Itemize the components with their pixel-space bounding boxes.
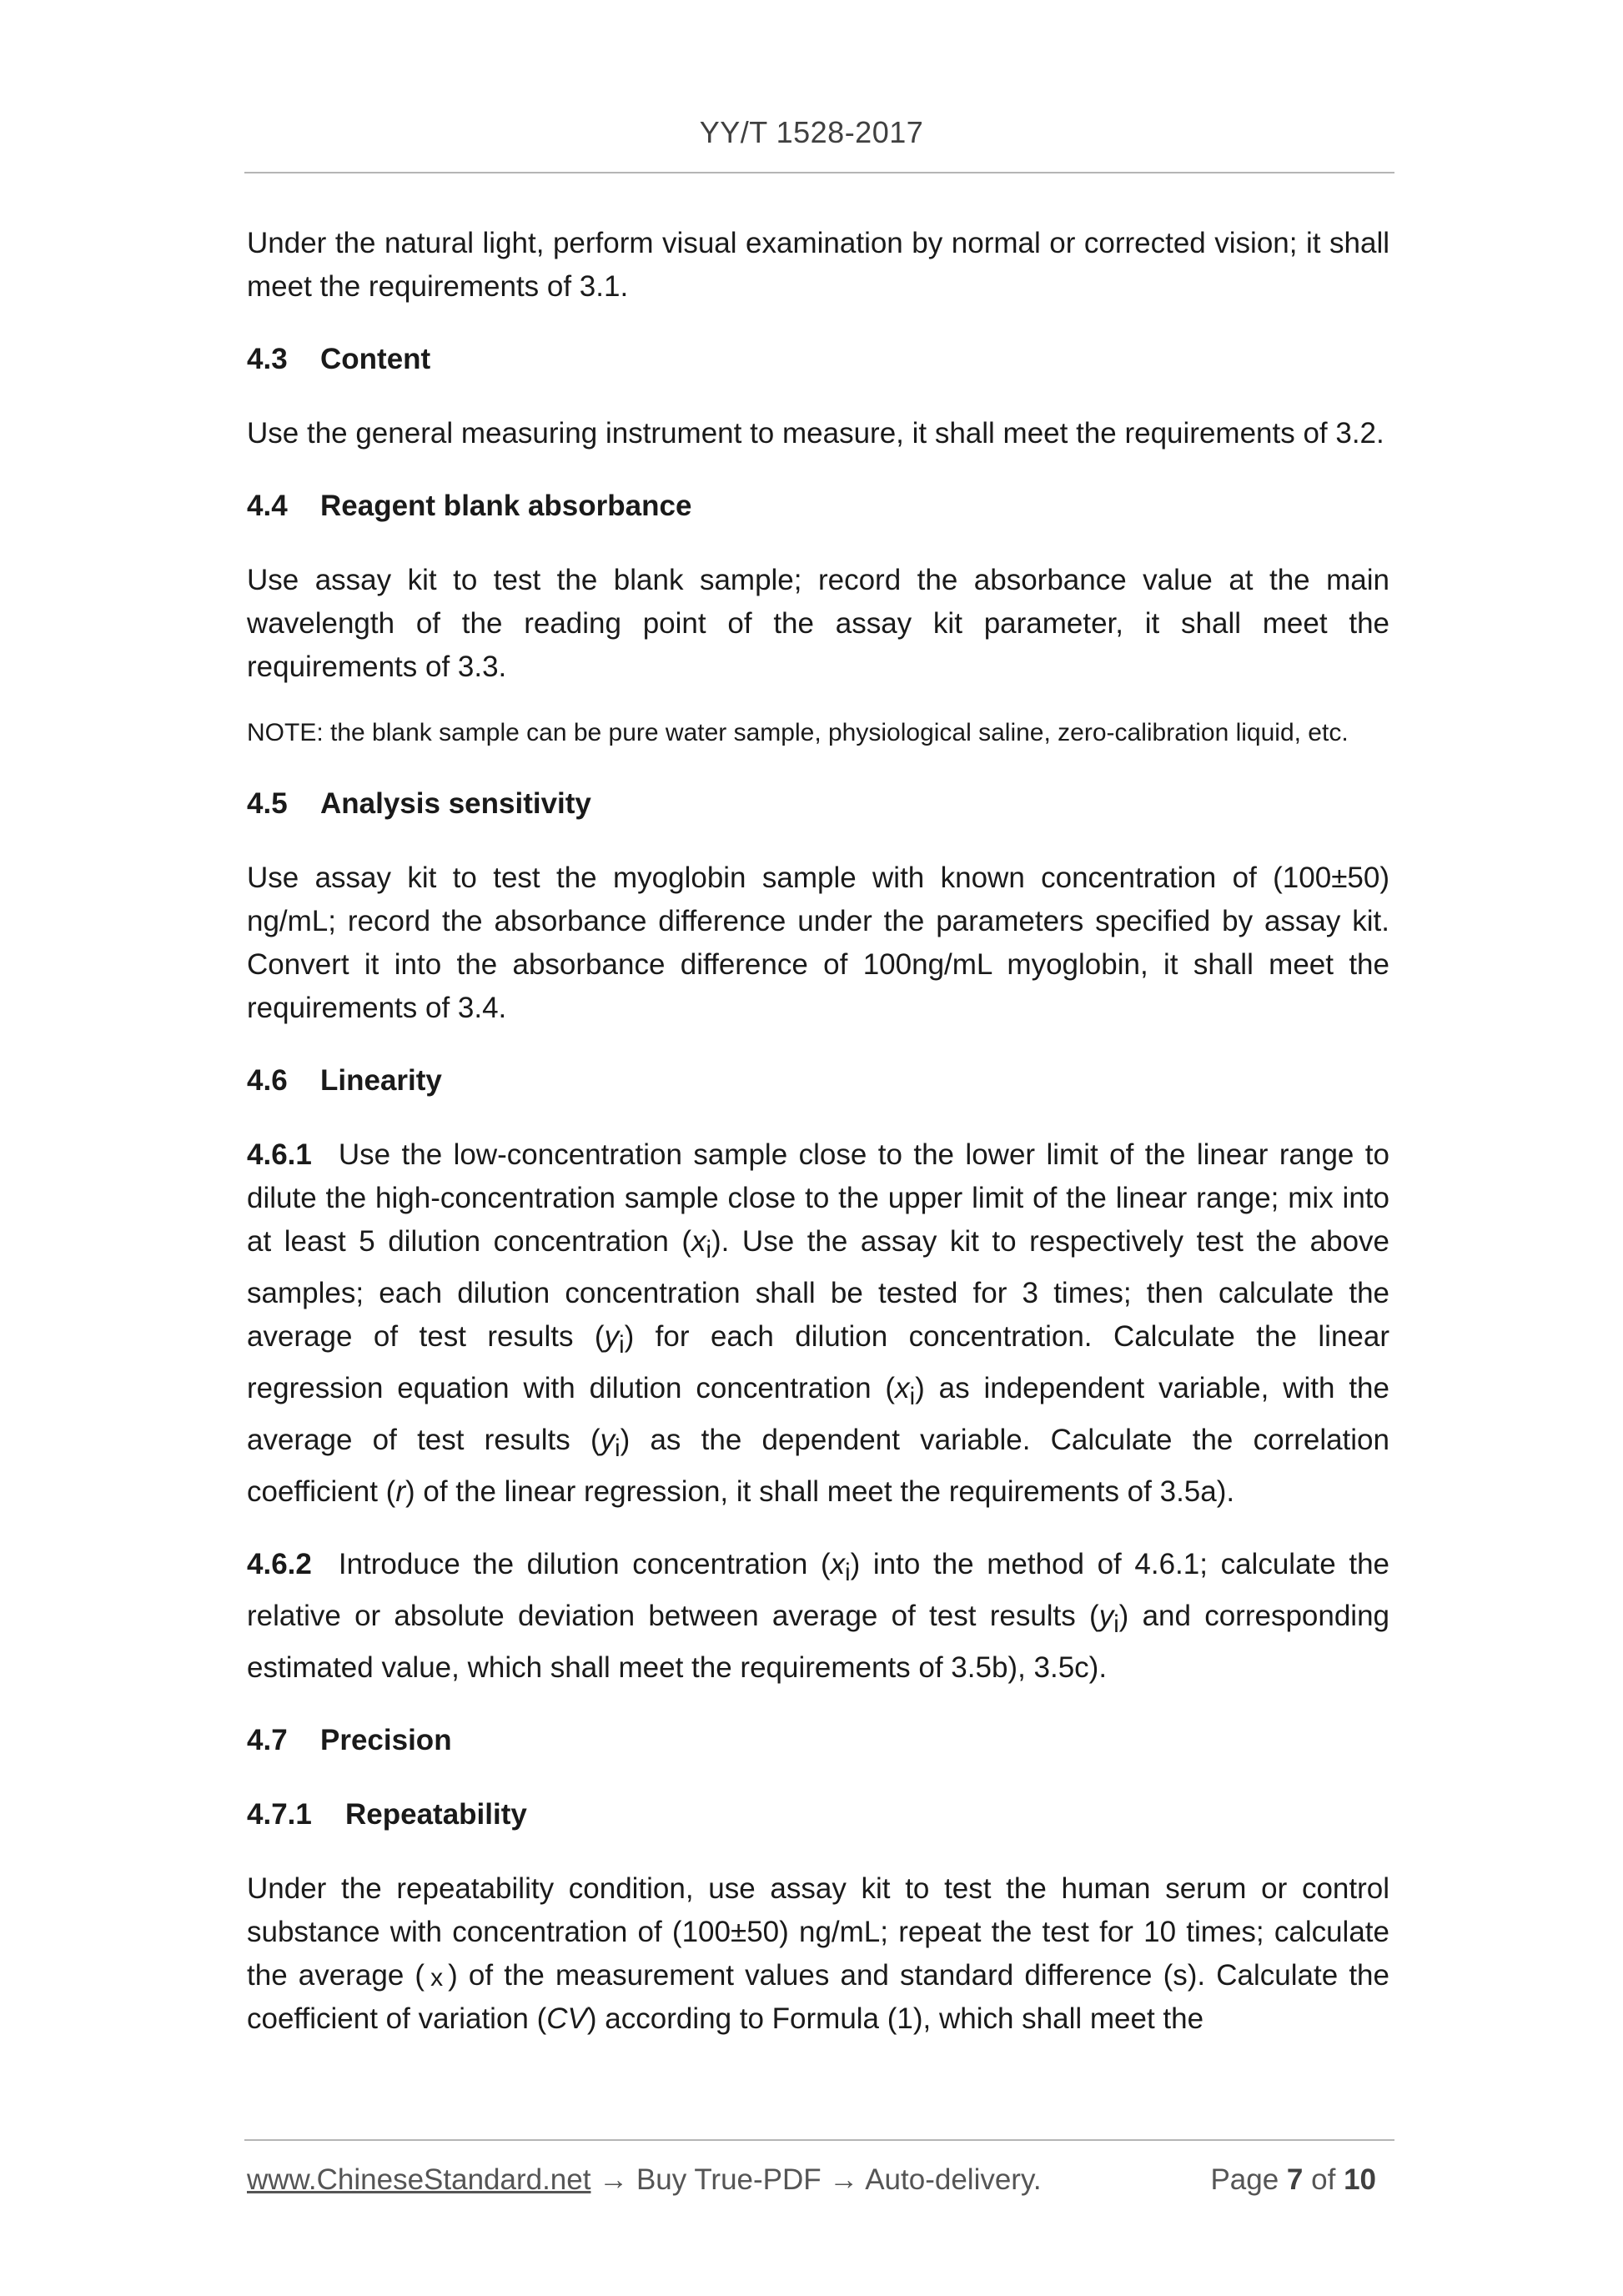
section-4-3-text: Use the general measuring instrument to measure, it shall meet the requirements of 3.2. xyxy=(247,417,1384,450)
variable-y: y xyxy=(604,1320,620,1353)
section-number: 4.6 xyxy=(247,1064,288,1097)
current-page: 7 xyxy=(1286,2163,1304,2196)
arrow-icon: → xyxy=(829,2163,859,2196)
section-4-5-text: Use assay kit to test the myoglobin sample with known concentration of (100±50) ng/mL; record the absorbance difference under the parameters specified by assay kit. Convert it into the absorbance difference of 100ng/mL myoglobin, it shall meet the requirements of 3.4. xyxy=(247,862,1389,1024)
section-4-7-1-heading xyxy=(247,1793,1389,1836)
arrow-icon: → xyxy=(599,2163,629,2196)
variable-y: y xyxy=(600,1424,616,1456)
section-title: Repeatability xyxy=(345,1798,527,1831)
section-4-5-heading xyxy=(247,782,1389,826)
subscript-i: i xyxy=(706,1237,711,1264)
section-number: 4.5 xyxy=(247,787,288,820)
section-number: 4.7.1 xyxy=(247,1798,312,1831)
subscript-i: i xyxy=(909,1384,916,1410)
subscript-i: i xyxy=(615,1435,621,1462)
section-4-3-heading xyxy=(247,338,1389,381)
footer-promo xyxy=(247,2158,1042,2202)
variable-y: y xyxy=(1098,1600,1114,1632)
footer-divider xyxy=(244,2139,1394,2141)
of-label: of xyxy=(1311,2163,1336,2196)
section-number: 4.3 xyxy=(247,343,288,375)
header-divider xyxy=(244,172,1394,173)
section-4-6-2-text: 4.6.2 Introduce the dilution concentration $(x_i)$ into the method of 4.6.1; calculate the relative or absolute deviation between average of test results $(y_i)$ and corresponding estimated value, which shall meet the requirements of 3.5b), 3.5c). xyxy=(247,1548,1390,1684)
section-4-7-1-text: Under the repeatability condition, use assay kit to test the human serum or control substance with concentration of (100±50) ng/mL; repeat the test for 10 times; calculate the average ( ) of the measurement values and standard difference (s). Calculate the coefficient of variation (CV) according to Formula (1), which shall meet the xyxy=(247,1872,1389,2035)
page-label: Page xyxy=(1210,2163,1279,2196)
section-4-4-note: NOTE: the blank sample can be pure water sample, physiological saline, zero-calibration liquid, etc. xyxy=(247,719,1349,746)
website-link[interactable]: www.ChineseStandard.net xyxy=(247,2163,591,2196)
section-title: Linearity xyxy=(320,1064,442,1097)
section-title: Reagent blank absorbance xyxy=(320,490,692,522)
subscript-i: i xyxy=(619,1332,625,1359)
section-title: Precision xyxy=(320,1724,452,1756)
buy-text: Buy True-PDF xyxy=(636,2163,822,2196)
section-4-2-text: Under the natural light, perform visual examination by normal or corrected vision; it shall meet the requirements of 3.1. xyxy=(247,227,1389,303)
subscript-i: i xyxy=(845,1560,851,1586)
subscript-i: i xyxy=(1113,1611,1119,1638)
variable-x: x xyxy=(895,1372,910,1404)
total-pages: 10 xyxy=(1344,2163,1376,2196)
section-4-6-heading xyxy=(247,1059,1389,1103)
page-header: YY/T 1528-2017 xyxy=(699,115,924,149)
page-footer xyxy=(247,2158,1389,2202)
section-number: 4.4 xyxy=(247,490,288,522)
variable-x: x xyxy=(830,1548,846,1580)
delivery-text: Auto-delivery. xyxy=(865,2163,1042,2196)
section-4-6-1-text: 4.6.1 Use the low-concentration sample close to the lower limit of the linear range to dilute the high-concentration sample close to the upper limit of the linear range; mix into at least 5 dilution concentration $(x_i)$. Use the assay kit to respectively test the above samples; each dilution concentration shall be tested for 3 times; then calculate the average of test results $(y_i)$ for each dilution concentration. Calculate the linear regression equation with dilution concentration $(x_i)$ as independent variable, with the average of test results $(y_i)$ as the dependent variable. Calculate the correlation coefficient (r) of the linear regression, it shall meet the requirements of 3.5a). xyxy=(247,1138,1389,1508)
section-4-4-text: Use assay kit to test the blank sample; record the absorbance value at the main wavelength of the reading point of the assay kit parameter, it shall meet the requirements of 3.3. xyxy=(247,564,1389,683)
variable-r: r xyxy=(395,1475,405,1508)
section-title: Analysis sensitivity xyxy=(320,787,591,820)
page-indicator xyxy=(1210,2158,1376,2202)
variable-cv: CV xyxy=(546,2002,587,2035)
section-title: Content xyxy=(320,343,431,375)
clause-number: 4.6.1 xyxy=(247,1138,312,1171)
variable-x: x xyxy=(691,1225,706,1258)
section-4-7-heading xyxy=(247,1719,1389,1762)
page-body xyxy=(247,222,1389,2070)
section-4-4-heading xyxy=(247,485,1389,528)
clause-number: 4.6.2 xyxy=(247,1548,312,1580)
section-number: 4.7 xyxy=(247,1724,288,1756)
